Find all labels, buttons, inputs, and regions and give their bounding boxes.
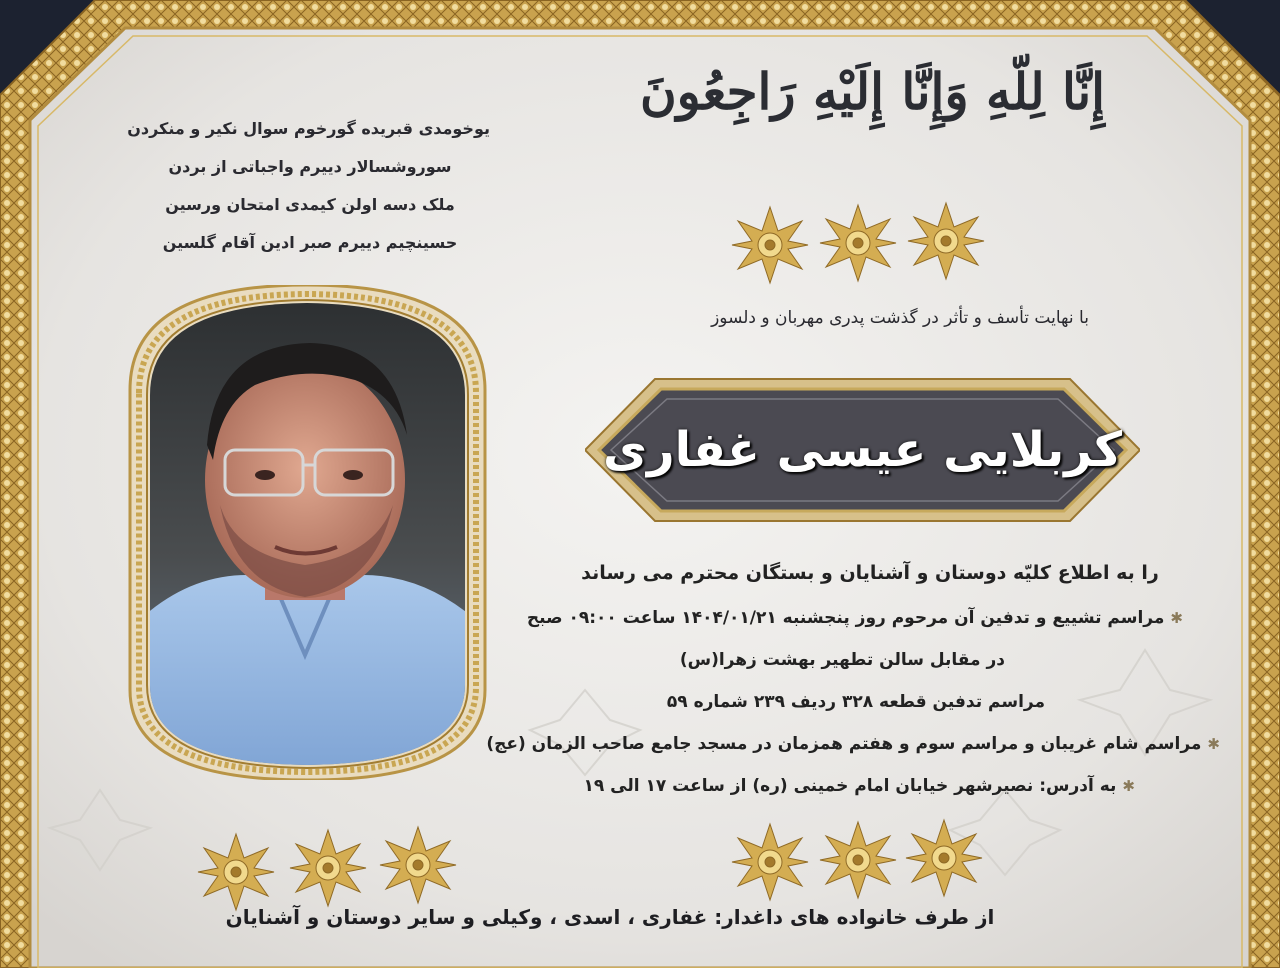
announcement-line: را به اطلاع کلیّه دوستان و آشنایان و بستگان محترم می رساند xyxy=(581,562,1159,584)
poem-line: ملک دسه اولن کیمدی امتحان ورسین xyxy=(165,195,455,214)
rosette-ornament-icon xyxy=(196,832,276,912)
portrait-photo-icon xyxy=(125,285,490,780)
rosette-ornament-icon xyxy=(818,203,898,283)
rosette-ornament-icon xyxy=(730,822,810,902)
detail-address: ✱به آدرس: نصیرشهر خیابان امام خمینی (ره) از ساعت ۱۷ الی ۱۹ xyxy=(583,776,1135,796)
rosette-ornament-icon xyxy=(730,205,810,285)
bullet-star-icon: ✱ xyxy=(1170,609,1183,627)
heading-verse: إِنَّا لِلّهِ وَإِنَّا إِلَيْهِ رَاجِعُونَ xyxy=(639,62,1106,121)
detail-memorial: ✱مراسم شام غریبان و مراسم سوم و هفتم همزمان در مسجد جامع صاحب الزمان (عج) xyxy=(486,734,1220,754)
intro-line: با نهایت تأسف و تأثر در گذشت پدری مهربان و دلسوز xyxy=(711,308,1089,328)
poem-block xyxy=(127,110,490,262)
rosette-ornament-icon xyxy=(288,828,368,908)
rosette-ornament-icon xyxy=(906,201,986,281)
deceased-name: کربلایی عیسی غفاری xyxy=(602,422,1123,478)
bullet-star-icon: ✱ xyxy=(1207,735,1220,753)
bullet-star-icon: ✱ xyxy=(1122,777,1135,795)
name-plate xyxy=(585,375,1140,525)
detail-funeral: ✱مراسم تشییع و تدفین آن مرحوم روز پنجشنبه ۱۴۰۴/۰۱/۲۱ ساعت ۰۹:۰۰ صبح xyxy=(526,608,1183,628)
family-signature: از طرف خانواده های داغدار: غفاری ، اسدی ، وکیلی و سایر دوستان و آشنایان xyxy=(225,905,995,929)
poem-line: یوخومدی قبریده گورخوم سوال نکیر و منکردن xyxy=(127,119,490,138)
rosette-ornament-icon xyxy=(378,825,458,905)
portrait-frame xyxy=(125,285,490,780)
poem-line: سوروشسالار دییرم واجباتی از بردن xyxy=(168,157,452,176)
detail-burial: مراسم تدفین قطعه ۳۲۸ ردیف ۲۳۹ شماره ۵۹ xyxy=(666,692,1045,712)
rosette-ornament-icon xyxy=(818,820,898,900)
poem-line: حسینچیم دییرم صبر ادین آقام گلسین xyxy=(162,233,458,252)
rosette-ornament-icon xyxy=(904,818,984,898)
detail-funeral-place: در مقابل سالن تطهیر بهشت زهرا(س) xyxy=(679,650,1005,670)
